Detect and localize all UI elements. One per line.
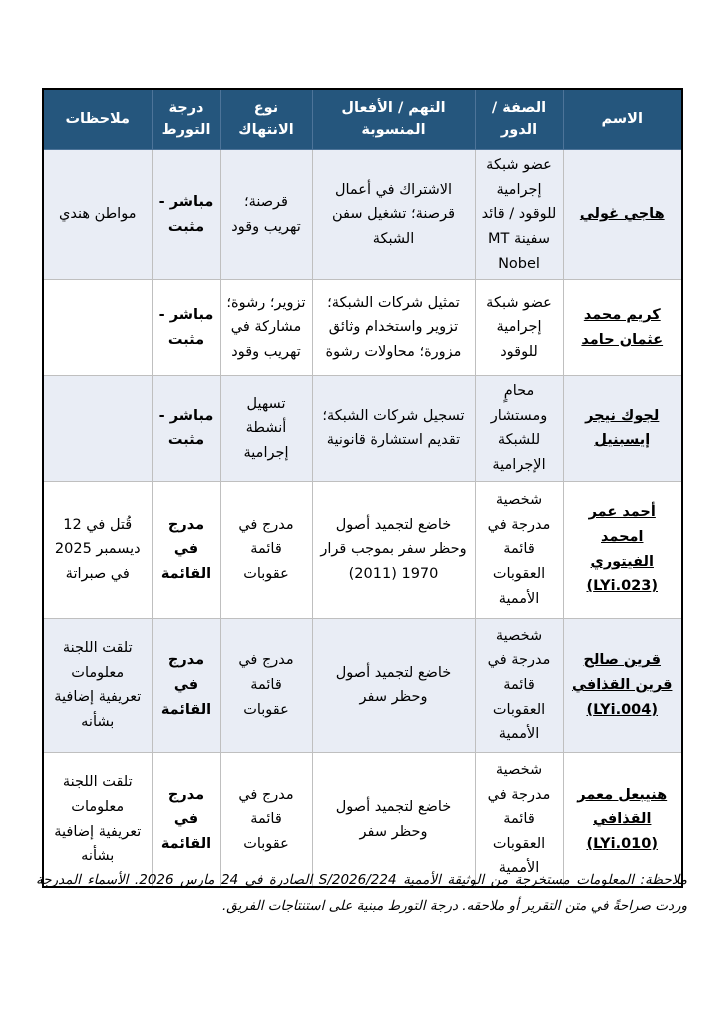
cell-role: محامٍ ومستشار للشبكة الإجرامية [475, 376, 563, 482]
cell-involvement: مباشر - مثبت [152, 150, 220, 280]
cell-violation: قرصنة؛ تهريب وقود [220, 150, 312, 280]
column-header-charges: التهم / الأفعال المنسوبة [312, 89, 475, 150]
column-header-role: الصفة / الدور [475, 89, 563, 150]
cell-name: هاجي غولي [563, 150, 682, 280]
cell-charges: خاضع لتجميد أصول وحظر سفر بموجب قرار 1970 (2011) [312, 481, 475, 618]
cell-notes: تلقت اللجنة معلومات تعريفية إضافية بشأنه [43, 618, 152, 752]
cell-role: عضو شبكة إجرامية للوقود / قائد سفينة MT Nobel [475, 150, 563, 280]
cell-role: شخصية مدرجة في قائمة العقوبات الأممية [475, 752, 563, 887]
cell-name: كريم محمد عثمان حامد [563, 280, 682, 376]
cell-violation: مدرج في قائمة عقوبات [220, 752, 312, 887]
cell-notes: قُتل في 12 ديسمبر 2025 في صبراتة [43, 481, 152, 618]
cell-role: عضو شبكة إجرامية للوقود [475, 280, 563, 376]
cell-name: قرين صالح قرين القذافي (LYi.004) [563, 618, 682, 752]
cell-charges: خاضع لتجميد أصول وحظر سفر [312, 752, 475, 887]
cell-notes [43, 280, 152, 376]
cell-violation: مدرج في قائمة عقوبات [220, 481, 312, 618]
cell-charges: تمثيل شركات الشبكة؛ تزوير واستخدام وثائق مزورة؛ محاولات رشوة [312, 280, 475, 376]
cell-involvement: مدرج في القائمة [152, 481, 220, 618]
cell-involvement: مباشر - مثبت [152, 280, 220, 376]
cell-role: شخصية مدرجة في قائمة العقوبات الأممية [475, 618, 563, 752]
cell-charges: تسجيل شركات الشبكة؛ تقديم استشارة قانونية [312, 376, 475, 482]
table-row [43, 150, 682, 280]
table-row [43, 376, 682, 482]
column-header-name: الاسم [563, 89, 682, 150]
column-header-involvement: درجة التورط [152, 89, 220, 150]
cell-notes [43, 376, 152, 482]
cell-charges: الاشتراك في أعمال قرصنة؛ تشغيل سفن الشبكة [312, 150, 475, 280]
cell-involvement: مدرج في القائمة [152, 752, 220, 887]
cell-charges: خاضع لتجميد أصول وحظر سفر [312, 618, 475, 752]
cell-involvement: مدرج في القائمة [152, 618, 220, 752]
cell-violation: تزوير؛ رشوة؛ مشاركة في تهريب وقود [220, 280, 312, 376]
cell-name: هنيبعل معمر القذافي (LYi.010) [563, 752, 682, 887]
table-row [43, 481, 682, 618]
cell-violation: تسهيل أنشطة إجرامية [220, 376, 312, 482]
cell-violation: مدرج في قائمة عقوبات [220, 618, 312, 752]
column-header-violation: نوع الانتهاك [220, 89, 312, 150]
table-row [43, 618, 682, 752]
source-footnote: ملاحظة: المعلومات مستخرجة من الوثيقة الأممية S/2026/224 الصادرة في 24 مارس 2026. الأسماء المدرجة وردت صراحةً في متن التقرير أو ملاحقه. درجة التورط مبنية على استنتاجات الفريق. [36, 872, 687, 914]
cell-role: شخصية مدرجة في قائمة العقوبات الأممية [475, 481, 563, 618]
cell-involvement: مباشر - مثبت [152, 376, 220, 482]
column-header-notes: ملاحظات [43, 89, 152, 150]
cell-name: أحمد عمر امحمد الفيتوري (LYi.023) [563, 481, 682, 618]
sanctions-network-table [42, 88, 683, 888]
cell-name: لجوك نيجر إيسبنيل [563, 376, 682, 482]
cell-notes: تلقت اللجنة معلومات تعريفية إضافية بشأنه [43, 752, 152, 887]
table-header-row [43, 89, 682, 150]
cell-notes: مواطن هندي [43, 150, 152, 280]
table-row [43, 280, 682, 376]
